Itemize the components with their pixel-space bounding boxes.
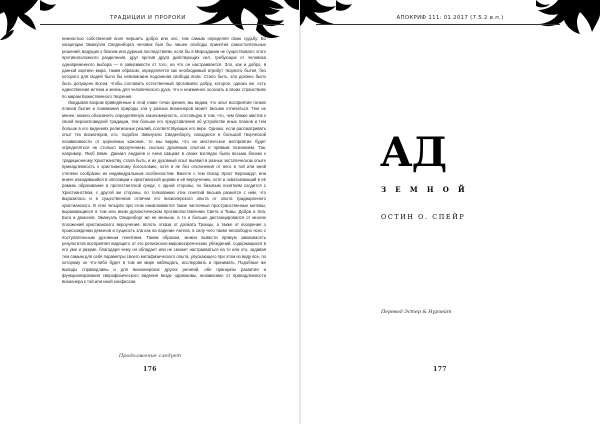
body-text — [62, 36, 266, 286]
article-title: АД — [380, 129, 447, 176]
header-rule — [316, 24, 560, 25]
page-number: 177 — [433, 366, 447, 373]
right-page — [300, 0, 600, 424]
running-header: АПОКРИФ 111: 01.2017 (7.5.2 в.п.) — [396, 15, 504, 21]
translator-credit: Перевод Эстер & Нурзейт — [381, 310, 452, 315]
running-header: ТРАДИЦИИ И ПРОРОКИ — [110, 15, 186, 21]
header-rule — [40, 24, 284, 25]
continued-note: Продолжение следует — [118, 353, 182, 359]
author-name: ОСТИН О. СПЕЙР — [381, 213, 466, 221]
article-subtitle: З Е М Н О Й — [381, 185, 469, 194]
paragraph: нежностью собственной воле вершить добро или зло, тем самым определяя свою судьбу. Во концепции Эмануэля Сведенборга человек был бы лишен свободы принятия самостоятельных решений, ведущих к благим или дурным последствиям, если бы в Мироздании не существовало этого противоположного разделения, друг против друга действующих сил, требующих от человека одновременного выбора — в зависимости от того, на что он настраивается. Зло, как и добро, в данной картине мира, таким образом, определяется как необходимый атрибут творного бытия, без которого для людей было бы невозможна подлинная свобода воли. Стало быть, зло должно было быть допущено Богом, чтобы составить естественный противовес добру, которое, однако же, есть единственная истина и жизнь для человеческого духа, что и неизменно осознать в своих странствиях по мирам Божественного творения. — [62, 36, 266, 99]
page-number: 176 — [143, 366, 157, 373]
paragraph: Окидывая взором приведённые в этой главе точки зрения, мы видим, что опыт восприятия тонких планов бытия и понимания природы зла у разных визионеров может весьма отличаться. Тем не менее, можно обозначить определённую закономерность, состоящую в том, что, чем ближе мистик к своей вероисповедной традиции, тем больше его представления об устройстве иных планов и тем больше в его видениях религиозных реалий, соответствующих его вере. Однако, если рассматривать опыт тех визионеров, кто, подобно Эмануэлю Сведенборгу, находился в большой творческой независимости от церковных канонов, то мы видим, что их мистическое восприятие будет определяться не столько вероучением, сколько духовным опытом и прямым познанием. Так, например, Якоб Бёме, Даниил Андреев и Анна Шацкая в своих взглядах были весьма близки к традиционному Христианству, стала быть, и их духовный опыт выявил в разных экстатическом опыте принадлежность к христианскому богословию, хотя и не без отклонения от него в той или иной степени сообразно их индивидуальным особенностям. Вместе с тем Оскар Эрнст Бернхардт, или иначе находившийся в оппозиции к христианской церкви и её вероучению, хотя и охватывающий в её рамках образование в протестантской среде, с одной стороны, по базовым понятиям сходится с Христианством, с другой же стороны, по толкованию этих понятий весьма разнится с ним, что выразилось и в существенном отличии его визионерского опыта от опыта традиционного христианского. В этих четырёх при этом накапливается такие частичные пространственные мотивы, выражающиеся в том или ином дуалистическом противопоставлении Света и Тьмы, Добра и Зла, Бога и демонов. Эмануэль Сведенборг же не меньше, а то и больше дистанцировался от многих положений христианского вероучения, вплоть отказа от догмата Троицы, а также от воззрения о происхождении демонов и сущность зла как на падение Ангела, в силу чего также несвободно ясно с поступательным духовным понятием. Таким образом, можно вывести прямую зависимость результатов восприятия видящего от его религиозно-мировоззренческих убеждений, содержащихся в его уме и разуме, благодаря чему он обладает или не сможет настраиваться на то или это, задавая тем самым для себя параметры своего метафизического опыта, упускающего при этом из виду все, по которому он что-либо будет в том же мире наблюдать, исследовать и принимать. Подобные же выводы справедливы и для визионерских других религий, обе принципы развития и функционирования сверхфизического видения везде одинаковы, независимо от принадлежности визионера к той или иной конфессии. — [62, 100, 266, 285]
